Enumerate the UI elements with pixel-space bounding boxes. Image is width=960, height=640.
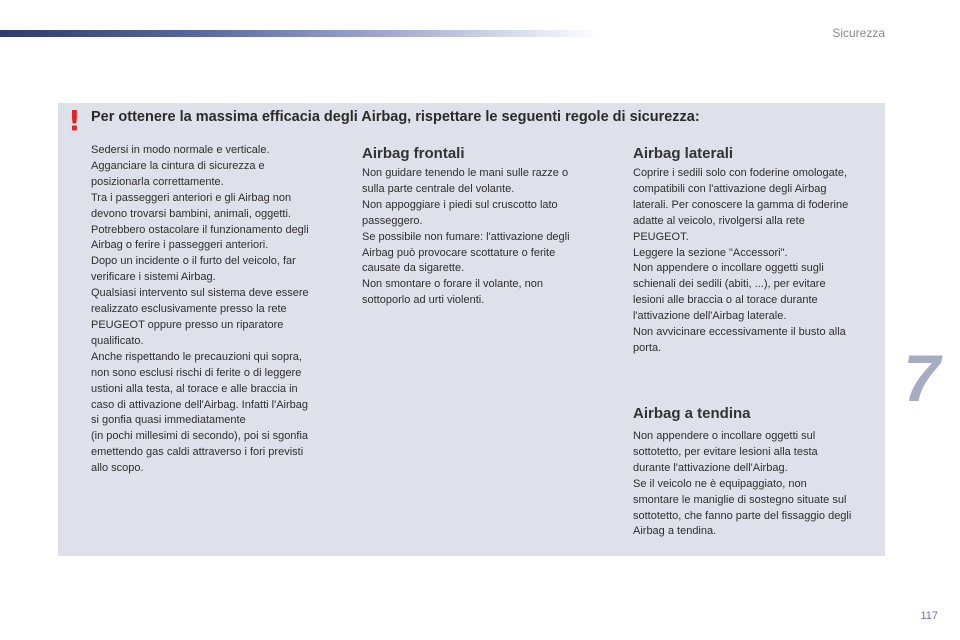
text-line: Airbag o ferire i passeggeri anteriori. [91,239,269,252]
text-line: qualificato. [91,334,144,347]
text-line: PEUGEOT oppure presso un riparatore [91,318,284,331]
curtain-airbag-text [633,429,883,540]
text-line: Airbag può provocare scottature o ferite [362,246,556,259]
text-line: compatibili con l'attivazione degli Airbag [633,182,827,195]
text-line: smontare le maniglie di sostegno situate sul [633,493,847,506]
curtain-airbag-title: Airbag a tendina [633,405,751,422]
lateral-airbag-text [633,166,883,357]
text-line: durante l'attivazione dell'Airbag. [633,461,788,474]
frontal-airbag-title: Airbag frontali [362,145,465,162]
text-line: Anche rispettando le precauzioni qui sopra, [91,350,302,363]
text-line: sottoporlo ad urti violenti. [362,294,485,307]
text-line: sottotetto, che fanno parte del fissaggio degli [633,509,852,522]
text-line: emettendo gas caldi attraverso i fori previsti [91,446,304,459]
text-line: Se il veicolo ne è equipaggiato, non [633,477,807,490]
text-line: Potrebbero ostacolare il funzionamento degli [91,223,309,236]
text-line: sulla parte centrale del volante. [362,182,515,195]
text-line: Se possibile non fumare: l'attivazione degli [362,230,570,243]
text-line: lesioni alle braccia o al torace durante [633,294,818,307]
text-line: Leggere la sezione "Accessori". [633,246,788,259]
page-number: 117 [920,610,938,622]
text-line: si gonfia quasi immediatamente [91,414,246,427]
text-line: Dopo un incidente o il furto del veicolo, far [91,255,296,268]
text-line: verificare i sistemi Airbag. [91,271,216,284]
text-line: laterali. Per conoscere la gamma di foderine [633,198,849,211]
text-line: causate da sigarette. [362,262,465,275]
text-line: adatte al veicolo, rivolgersi alla rete [633,214,805,227]
text-line: porta. [633,341,662,354]
text-line: posizionarla correttamente. [91,175,224,188]
general-rules-text [91,143,351,477]
text-line: non sono esclusi rischi di ferite o di leggere [91,366,302,379]
text-line: realizzato esclusivamente presso la rete [91,303,287,316]
text-line: allo scopo. [91,462,144,475]
text-line: Non avvicinare eccessivamente il busto alla [633,326,846,339]
lateral-airbag-title: Airbag laterali [633,145,734,162]
text-line: Non guidare tenendo le mani sulle razze o [362,167,569,179]
frontal-airbag-text [362,166,612,309]
text-line: sottotetto, per evitare lesioni alla testa [633,445,818,458]
text-line: schienali dei sedili (abiti, ...), per evitare [633,278,826,291]
text-line: caso di attivazione dell'Airbag. Infatti l'Airbag [91,398,308,411]
text-line: Non appoggiare i piedi sul cruscotto lato [362,198,558,211]
section-title: Sicurezza [832,26,885,40]
warning-title: Per ottenere la massima efficacia degli Airbag, rispettare le seguenti regole di sicurezza: [91,109,700,125]
text-line: Qualsiasi intervento sul sistema deve essere [91,287,309,300]
text-line: Agganciare la cintura di sicurezza e [91,159,265,172]
exclamation-icon: ! [68,104,81,137]
text-line: ustioni alla testa, al torace e alle braccia in [91,382,298,395]
header-gradient-bar [0,30,600,37]
text-line: PEUGEOT. [633,230,689,243]
text-line: Non appendere o incollare oggetti sul [633,430,816,442]
text-line: l'attivazione dell'Airbag laterale. [633,310,787,323]
text-line: Non smontare o forare il volante, non [362,278,543,291]
text-line: Airbag a tendina. [633,525,717,538]
chapter-number: 7 [903,341,940,415]
text-line: Coprire i sedili solo con foderine omologate, [633,167,848,179]
text-line: Sedersi in modo normale e verticale. [91,144,270,156]
text-line: Tra i passeggeri anteriori e gli Airbag non [91,191,292,204]
text-line: (in pochi millesimi di secondo), poi si sgonfia [91,430,309,443]
text-line: Non appendere o incollare oggetti sugli [633,262,824,275]
text-line: devono trovarsi bambini, animali, oggetti. [91,207,291,220]
text-line: passeggero. [362,214,423,227]
